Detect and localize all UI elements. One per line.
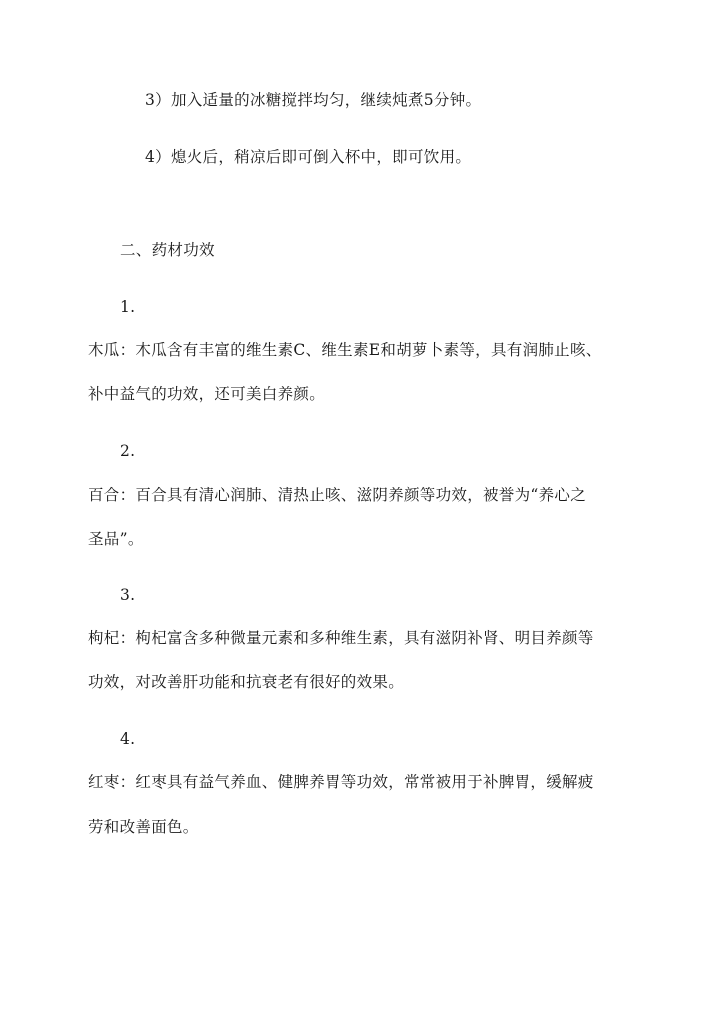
step-3: 3）加入适量的冰糖搅拌均匀，继续炖煮5分钟。 xyxy=(145,91,482,109)
item-number: 2. xyxy=(120,442,136,460)
step-4: 4）熄火后，稍凉后即可倒入杯中，即可饮用。 xyxy=(145,148,472,166)
item-number: 3. xyxy=(120,586,136,604)
section-heading: 二、药材功效 xyxy=(120,241,215,259)
item-text-line: 劳和改善面色。 xyxy=(88,818,199,836)
item-text-line: 功效，对改善肝功能和抗衰老有很好的效果。 xyxy=(88,673,405,691)
item-text-line: 红枣：红枣具有益气养血、健脾养胃等功效，常常被用于补脾胃，缓解疲 xyxy=(88,773,594,791)
item-text-line: 枸杞：枸杞富含多种微量元素和多种维生素，具有滋阴补肾、明目养颜等 xyxy=(88,629,594,647)
item-text-line: 木瓜：木瓜含有丰富的维生素C、维生素E和胡萝卜素等，具有润肺止咳、 xyxy=(88,341,602,359)
item-number: 1. xyxy=(120,298,136,316)
item-text-line: 百合：百合具有清心润肺、清热止咳、滋阴养颜等功效，被誉为“养心之 xyxy=(88,486,587,504)
item-number: 4. xyxy=(120,730,136,748)
item-text-line: 补中益气的功效，还可美白养颜。 xyxy=(88,385,326,403)
item-text-line: 圣品”。 xyxy=(88,530,144,548)
